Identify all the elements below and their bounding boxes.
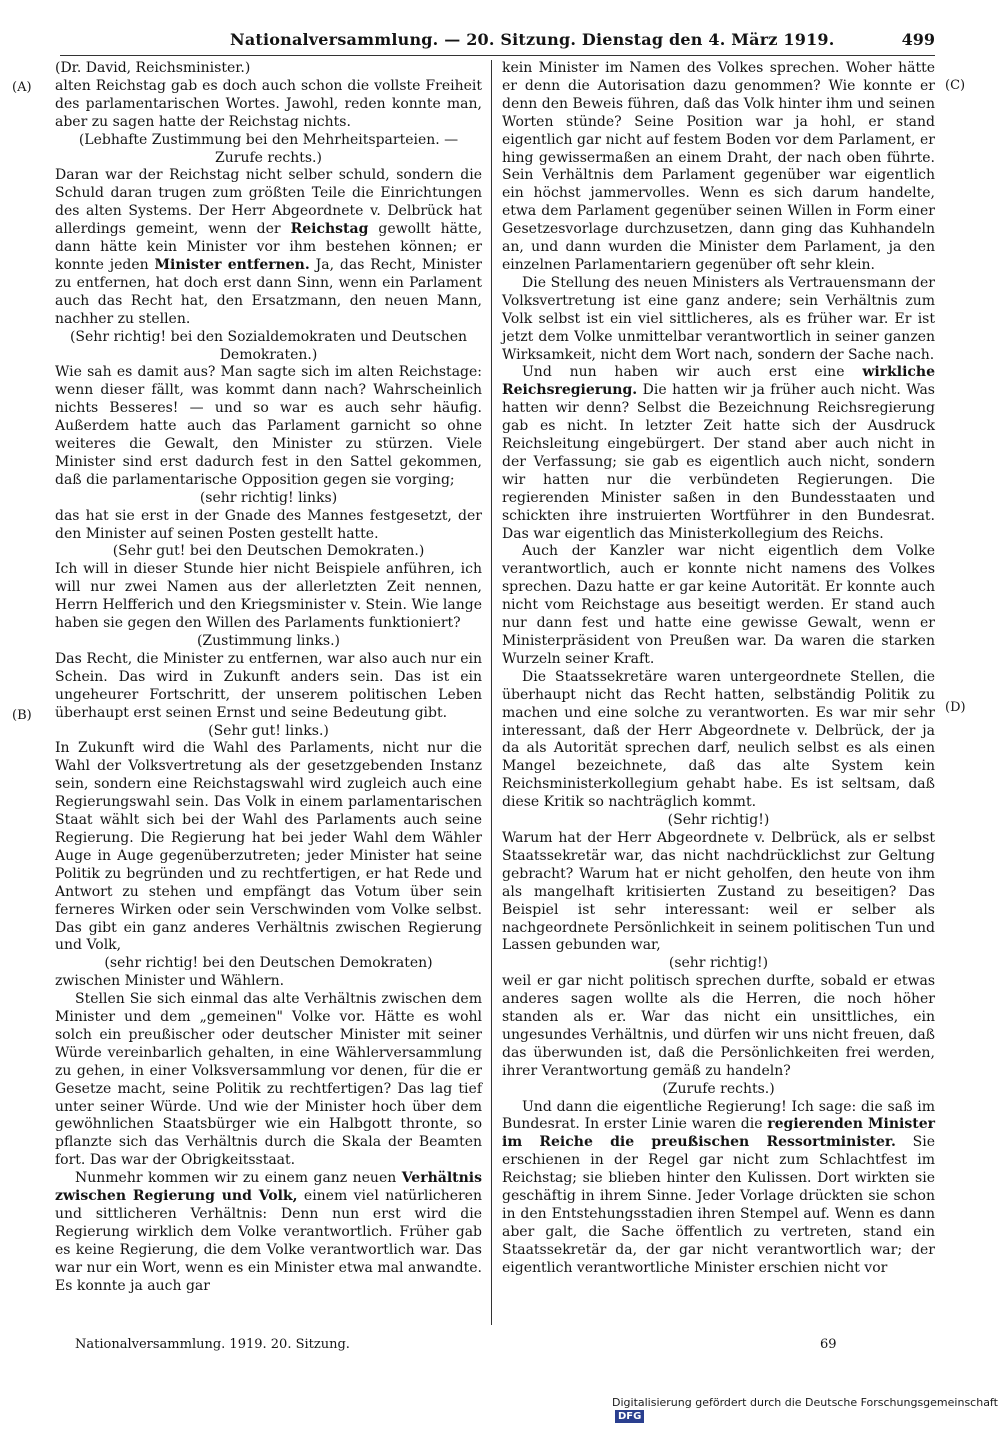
- column-divider: [491, 60, 492, 1325]
- interjection: (sehr richtig!): [668, 955, 769, 972]
- paragraph: Und dann die eigentliche Regierung! Ich sage: die saß im Bundesrat. In erster Linie waren die regierenden Minister im Reiche die preußischen Ressortminister. Sie erschienen in der Regel gar nicht zum Schlachtfest im Reichstag; sie blieben hinter den Kulissen. Dort wirkten sie geschäftig in ihrem Sinne. Jeder Vorlage drückten sie schon in den Entstehungsstadien ihren Stempel auf. Wenn es dann aber galt, die Sache öffentlich zu vertreten, stand ein Staatssekretär da, der gar nicht verantwortlich war; der eigentlich verantwortliche Minister erschien nicht vor: [502, 1098, 936, 1276]
- footer-left: Nationalversammlung. 1919. 20. Sitzung.: [75, 1337, 350, 1352]
- emphasis: Verhältnis zwischen Regierung und Volk,: [55, 1170, 483, 1205]
- interjection: (Zustimmung links.): [196, 633, 341, 649]
- header-rule: [60, 55, 935, 56]
- paragraph: das hat sie erst in der Gnade des Mannes festgesetzt, der den Minister auf seinen Posten gestellt hatte.: [55, 507, 482, 542]
- sheet-signature: 69: [820, 1337, 837, 1352]
- paragraph: In Zukunft wird die Wahl des Parlaments, nicht nur die Wahl der Volksvertretung als der gesetzgebenden Instanz sein, sondern eine Reichstagswahl wird zugleich auch eine Regierungswahl sein. Das Volk in einem parlamentarischen Staat wählt sich bei der Wahl des Parlaments auch seine Regierung. Die Regierung hat bei jeder Wahl dem Wähler Auge in Auge gegenüberzutreten; jeder Minister hat seine Politik zu begründen und zu rechtfertigen, er hat Rede und Antwort zu stehen und empfängt das Votum über sein ferneres Wirken oder sein Verschwinden vom Volke selbst. Das gibt ein ganz anderes Verhältnis zwischen Regierung und Volk,: [55, 740, 482, 954]
- right-column: [502, 60, 935, 1278]
- digitization-text: Digitalisierung gefördert durch die Deutsche Forschungsgemeinschaft: [612, 1396, 998, 1409]
- margin-mark-a: (A): [12, 80, 32, 95]
- emphasis: Reichstag: [290, 221, 369, 238]
- interjection: (sehr richtig! bei den Deutschen Demokraten): [104, 955, 433, 972]
- interjection: (Sehr richtig! bei den Sozialdemokraten und Deutschen Demokraten.): [69, 328, 468, 363]
- interjection: (sehr richtig! links): [199, 489, 338, 506]
- dfg-logo-icon: DFG: [615, 1410, 644, 1423]
- paragraph: Stellen Sie sich einmal das alte Verhältnis zwischen dem Minister und dem „gemeinen" Volke vor. Hätte es wohl solch ein preußischer oder deutscher Minister mit seiner Würde vereinbarlich gehalten, in eine Wählerversammlung zu gehen, in einer Volksversammlung vor denen, für die er Gesetze macht, seine Politik zu rechtfertigen? Das lag tief unter seiner Würde. Und wie der Minister hoch über dem gewöhnlichen Staatsbürger wie ein Halbgott thronte, so pflanzte sich das Verhältnis durch die Skala der Beamten fort. Das war der Obrigkeitsstaat.: [55, 991, 482, 1169]
- paragraph: zwischen Minister und Wählern.: [55, 973, 285, 990]
- paragraph: Auch der Kanzler war nicht eigentlich dem Volke verantwortlich, auch er konnte nicht namens des Volkes sprechen. Dazu hatte er gar keine Autorität. Er konnte auch nicht vom Reichstage aus beseitigt werden. Er stand auch nur dann fest und hatte eine gewisse Gewalt, wenn er Ministerpräsident von Preußen war. Da waren die starken Wurzeln seiner Kraft.: [502, 543, 935, 667]
- paragraph: Die Staatssekretäre waren untergeordnete Stellen, die überhaupt nicht das Recht hatten, selbständig Politik zu machen und eine solche zu verantworten. Es war mir sehr interessant, daß der Herr Abgeordnete v. Delbrück, der ja da als Autorität sprechen darf, neulich selbst es als einen Mangel bezeichnete, daß das alte System kein Reichsministerkollegium gehabt habe. Es ist seltsam, daß diese Kritik so nachträglich kommt.: [502, 668, 935, 811]
- header-title: Nationalversammlung. — 20. Sitzung. Dienstag den 4. März 1919.: [230, 30, 835, 49]
- margin-mark-b: (B): [12, 708, 32, 723]
- paragraph: alten Reichstag gab es doch auch schon die vollste Freiheit des parlamentarischen Wortes. Jawohl, reden konnte man, aber zu sagen hatte der Reichstag nichts.: [55, 77, 482, 130]
- emphasis: wirkliche Reichsregierung.: [502, 364, 936, 399]
- left-column: [55, 60, 482, 1296]
- paragraph: Die Stellung des neuen Ministers als Vertrauensmann der Volksvertretung ist eine ganz andere; sein Verhältnis zum Volk selbst ist ein viel sittlicheres, als es früher war. Er ist jetzt dem Volke unmittelbar verantwortlich in seiner ganzen Wirksamkeit, nicht dem Wort nach, sondern der Sache nach.: [502, 274, 935, 363]
- margin-mark-c: (C): [945, 78, 966, 93]
- interjection: (Sehr richtig!): [667, 812, 770, 829]
- paragraph: Das Recht, die Minister zu entfernen, war also auch nur ein Schein. Das wird in Zukunft anders sein. Das ist ein ungeheurer Fortschritt, der unserem politischen Leben überhaupt erst seinen Ernst und seine Bedeutung gibt.: [55, 650, 482, 721]
- paragraph: Wie sah es damit aus? Man sagte sich im alten Reichstage: wenn dieser fällt, was kommt dann nach? Wahrscheinlich nichts Besseres! — und so war es auch sehr häufig. Außerdem hatte auch das Parlament garnicht so ohne weiteres die Gewalt, den Minister zu stürzen. Viele Minister sind erst dadurch fest in den Sattel gekommen, daß die parlamentarische Opposition gegen sie vorging;: [55, 364, 482, 488]
- interjection: (Zurufe rechts.): [662, 1080, 775, 1097]
- paragraph: kein Minister im Namen des Volkes sprechen. Woher hätte er denn die Autorisation dazu genommen? Wie konnte er denn den Beweis führen, daß das Volk hinter ihm und seinen Worten stünde? Seine Position war ja hohl, er stand eigentlich gar nicht auf festem Boden vor dem Parlament, er hing gewissermaßen an einem Draht, der nach oben führte. Sein Verhältnis dem Parlament gegenüber war eigentlich ein höchst jammervolles. Wenn es sich darum handelte, etwa dem Parlament gegenüber seinen Willen in Form einer Gesetzesvorlage durchzusetzen, dann ging das Kuhhandeln an, und dann wurden die Minister dem Parlament, ja den einzelnen Parlamentariern gegenüber oft sehr klein.: [502, 60, 935, 273]
- margin-mark-d: (D): [945, 700, 966, 715]
- paragraph: Daran war der Reichstag nicht selber schuld, sondern die Schuld daran trugen zum größten Teile die Einrichtungen des alten Systems. Der Herr Abgeordnete v. Delbrück hat allerdings gemeint, wenn der Reichstag gewollt hätte, dann hätte kein Minister vor ihm bestehen können; er konnte jeden Minister entfernen. Ja, das Recht, Minister zu entfernen, hat doch erst dann Sinn, wenn ein Parlament auch das Recht hat, den Ersatzmann, den neuen Mann, nachher zu stellen.: [55, 167, 483, 327]
- emphasis: regierenden Minister im Reiche die preußischen Ressortminister.: [502, 1116, 935, 1151]
- interjection: (Sehr gut! bei den Deutschen Demokraten.): [112, 543, 425, 560]
- interjection: (Sehr gut! links.): [208, 722, 329, 739]
- speaker-label: (Dr. David, Reichsminister.): [55, 60, 251, 76]
- running-header: [60, 30, 935, 52]
- paragraph: Und nun haben wir auch erst eine wirkliche Reichsregierung. Die hatten wir ja früher auch nicht. Was hatten wir denn? Selbst die Bezeichnung Reichsregierung gab es nicht. In letzter Zeit hatte sich der Ausdruck Reichsleitung eingebürgert. Der stand aber auch nicht in der Verfassung; sie gab es eigentlich auch nicht, sondern wir hatten nur die verbündeten Regierungen. Die regierenden Minister saßen in den Bundesstaaten und schickten ihre instruierten Wortführer in den Bundesrat. Das war eigentlich das Ministerkollegium des Reichs.: [502, 364, 936, 542]
- paragraph: Nunmehr kommen wir zu einem ganz neuen Verhältnis zwischen Regierung und Volk, einem viel natürlicheren und sittlicheren Verhältnis: Denn nun erst wird die Regierung wirklich dem Volke verantwortlich. Früher gab es keine Regierung, die dem Volke verantwortlich war. Das war nur ein Wort, wenn es ein Minister etwa mal anwandte. Es konnte ja auch gar: [55, 1170, 483, 1294]
- page-number: 499: [901, 30, 935, 49]
- paragraph: Warum hat der Herr Abgeordnete v. Delbrück, als er selbst Staatssekretär war, das nicht nachdrücklichst zur Geltung gebracht? Warum hat er nicht geholfen, den heute von ihm als mangelhaft kritisierten Zustand zu beseitigen? Das Beispiel ist sehr interessant: weil er selber als nachgeordnete Persönlichkeit in seinem politischen Tun und Lassen gebunden war,: [502, 829, 935, 954]
- interjection: (Lebhafte Zustimmung bei den Mehrheitsparteien. — Zurufe rechts.): [78, 131, 459, 166]
- paragraph: Ich will in dieser Stunde hier nicht Beispiele anführen, ich will nur zwei Namen aus der allerletzten Zeit nennen, Herrn Helfferich und den Kriegsminister v. Stein. Wie lange haben sie gegen den Willen des Parlaments funktioniert?: [55, 561, 482, 632]
- digitization-notice: [612, 1396, 1000, 1423]
- emphasis: Minister entfernen.: [154, 256, 310, 273]
- paragraph: weil er gar nicht politisch sprechen durfte, sobald er etwas anderes sagen wollte als die Herren, die noch höher standen als er. War das nicht ein unsittliches, ein ungesundes Verhältnis, und dürfen wir uns nicht freuen, daß das überwunden ist, daß die Persönlichkeiten frei werden, ihrer Verantwortung gemäß zu handeln?: [502, 973, 936, 1079]
